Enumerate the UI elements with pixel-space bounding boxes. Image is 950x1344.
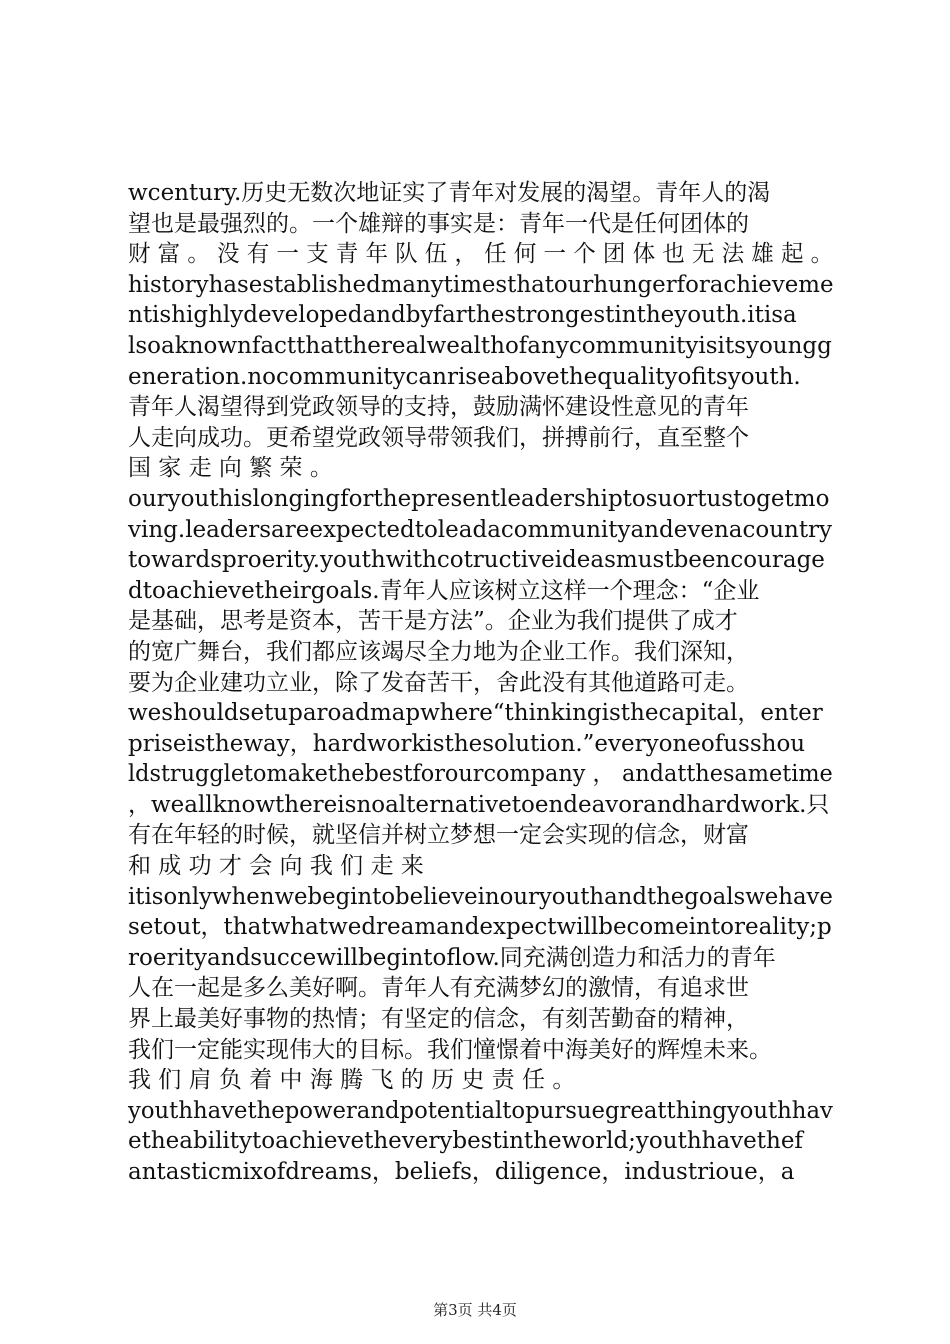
text-line: ntishighlydevelopedandbyfarthestrongestintheyouth.itisa xyxy=(128,302,797,329)
text-line: ldstruggletomakethebestforourcompany ， andatthesametime xyxy=(128,761,833,788)
text-line: towardsproerity.youthwithcotructiveideasmustbeencourage xyxy=(128,547,825,574)
text-line: ，weallknowthereisnoalternativetoendeavorandhardwork.只 xyxy=(128,791,830,818)
text-line: itisonlywhenwebegintobelieveinouryouthandthegoalswehave xyxy=(128,883,833,910)
text-line: dtoachievetheirgoals.青年人应该树立这样一个理念：“企业 xyxy=(128,577,760,604)
text-line: 青年人渴望得到党政领导的支持，鼓励满怀建设性意见的青年 xyxy=(128,394,749,421)
text-line: 是基础，思考是资本，苦干是方法”。企业为我们提供了成才 xyxy=(128,608,738,635)
text-line: roerityandsuccewillbegintoflow.同充满创造力和活力的青年 xyxy=(128,944,776,971)
text-line: 人走向成功。更希望党政领导带领我们，拼搏前行，直至整个 xyxy=(128,424,749,451)
text-line: wcentury.历史无数次地证实了青年对发展的渴望。青年人的渴 xyxy=(128,180,771,206)
text-line: 和 成 功 才 会 向 我 们 走 来 xyxy=(128,853,424,880)
text-line: weshouldsetuparoadmapwhere“thinkingisthecapital，enter xyxy=(128,700,823,727)
text-line: 我 们 肩 负 着 中 海 腾 飞 的 历 史 责 任 。 xyxy=(128,1067,576,1094)
text-line: lsoaknownfactthattherealwealthofanycommunityisitsyoungg xyxy=(128,332,832,359)
text-line: setout，thatwhatwedreamandexpectwillbecomeintoreality;p xyxy=(128,914,832,941)
text-line: 要为企业建功立业，除了发奋苦干，舍此没有其他道路可走。 xyxy=(128,669,749,696)
text-line: 界上最美好事物的热情；有坚定的信念，有刻苦勤奋的精神， xyxy=(128,1006,749,1033)
text-line: etheabilitytoachievetheverybestintheworld;youthhavethef xyxy=(128,1128,803,1155)
text-line: historyhasestablishedmanytimesthatourhungerforachieveme xyxy=(128,271,834,298)
text-line: ving.leadersareexpectedtoleadacommunityandevenacountry xyxy=(128,516,833,543)
text-line: priseistheway，hardworkisthesolution.”everyoneofusshou xyxy=(128,730,806,757)
text-line: antasticmixofdreams，beliefs，diligence，industrioue，a xyxy=(128,1159,795,1185)
text-line: 我们一定能实现伟大的目标。我们憧憬着中海美好的辉煌未来。 xyxy=(128,1036,772,1063)
page-number-footer: 第3页 共4页 xyxy=(433,1301,517,1319)
text-line: eneration.nocommunitycanriseabovethequalityofitsyouth. xyxy=(128,363,801,390)
text-line: 的宽广舞台，我们都应该竭尽全力地为企业工作。我们深知， xyxy=(128,638,749,665)
document-body-text xyxy=(128,178,833,1188)
text-line: 人在一起是多么美好啊。青年人有充满梦幻的激情，有追求世 xyxy=(128,975,749,1002)
text-line: 望也是最强烈的。一个雄辩的事实是：青年一代是任何团体的 xyxy=(128,210,749,237)
text-line: 财 富 。 没 有 一 支 青 年 队 伍 ， 任 何 一 个 团 体 也 无 法 雄 起 。 xyxy=(128,241,834,268)
text-line: youthhavethepowerandpotentialtopursuegreatthingyouthhav xyxy=(128,1097,833,1124)
text-line: 国 家 走 向 繁 荣 。 xyxy=(128,455,333,482)
text-line: 有在年轻的时候，就坚信并树立梦想一定会实现的信念，财富 xyxy=(128,822,749,849)
text-line: ouryouthislongingforthepresentleadershiptosuortustogetmo xyxy=(128,485,830,512)
